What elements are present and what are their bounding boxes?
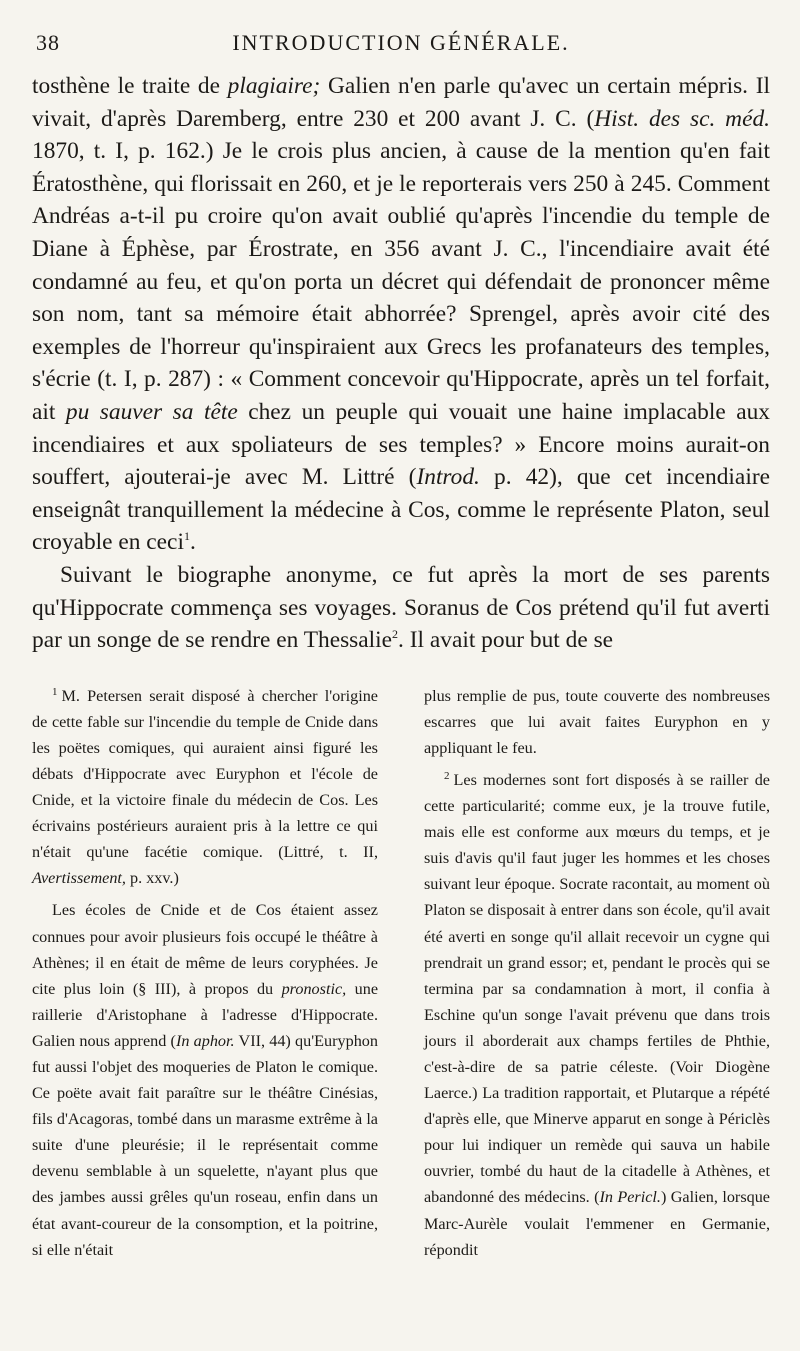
italic-text: In Pericl. [599, 1188, 661, 1207]
running-title: INTRODUCTION GÉNÉRALE. [232, 30, 570, 55]
paragraph [32, 559, 770, 657]
page-number: 38 [36, 30, 60, 55]
text-run: plus remplie de pus, toute couverte des nombreuses escarres que lui avait faites Euryphon en y appliquant le feu. [424, 686, 770, 757]
text-run: Galien n'en parle qu'avec un certain mépris. Il vivait, d'après Daremberg, entre 230 et 200 avant J. C. ( [32, 73, 770, 132]
footnote-reference: 1 [183, 529, 190, 544]
main-text [32, 70, 770, 657]
text-run: chez un peuple qui vouait une haine implacable aux incendiaires et aux spoliateurs de ses temples? » Encore moins aurait-on souffert, ajouterai-je avec M. Littré ( [32, 398, 770, 491]
text-run: tosthène le traite de [32, 73, 228, 99]
text-run: Les modernes sont fort disposés à se railler de cette particularité; comme eux, je la trouve futile, mais elle est conforme aux mœurs du temps, et je suis d'avis qu'il faut juger les hommes et les choses suivant leur époque. Socrate racontait, au moment où Platon se disposait à entrer dans son école, qu'il avait été averti en songe qu'il allait recevoir un cygne qui prendrait un grand essor; et, pendant le procès qui se termina par sa condamnation à mort, il confia à Eschine qu'un songe l'avait prévenu que dans trois jours il aborderait aux champs fertiles de Phthie, c'est-à-dire de sa patrie céleste. (Voir Diogène Laerce.) La tradition rapportait, et Plutarque a répété d'après elle, que Minerve apparut en songe à Périclès pour lui indiquer un remède qui sauva un habile ouvrier, tombé du haut de la citadelle à Athènes, et abandonné des médecins. ( [424, 770, 770, 1207]
footnote [32, 897, 378, 1262]
footnote [32, 683, 378, 892]
footnote-reference: 2 [392, 627, 399, 642]
footnote [424, 683, 770, 761]
footnotes-left-column [32, 683, 378, 1269]
text-run: ) Galien, lorsque Marc-Aurèle voulait l'emmener en Germanie, répondit [424, 1188, 770, 1259]
italic-text: Avertissement, [32, 869, 126, 888]
running-head [32, 26, 770, 66]
paragraph [32, 70, 770, 559]
footnote-number: 1 [52, 685, 58, 698]
italic-text: Introd. [416, 464, 480, 491]
footnotes [32, 683, 770, 1269]
italic-text: plagiaire; [227, 73, 321, 99]
footnote-number: 2 [444, 769, 450, 782]
italic-text: In aphor. [175, 1031, 235, 1050]
italic-text: pronostic, [281, 979, 347, 998]
text-run: VII, 44) qu'Euryphon fut aussi l'objet des moqueries de Platon le comique. Ce poëte avait fait paraître sur le théâtre Cinésias, fils d'Acagoras, tombé dans un marasme extrême à la suite d'une pleurésie; il le représentait comme devenu semblable à un squelette, n'ayant plus que des jambes aussi grêles qu'un roseau, enfin dans un état avant-coureur de la consomption, et la poitrine, si elle n'était [32, 1031, 378, 1259]
text-run: Suivant le biographe anonyme, ce fut après la mort de ses parents qu'Hippocrate commença ses voyages. Soranus de Cos prétend qu'il fut averti par un songe de se rendre en Thessalie [32, 561, 770, 654]
text-run: 1870, t. I, p. 162.) Je le crois plus ancien, à cause de la mention qu'en fait Ératosthène, qui florissait en 260, et je le reporterais vers 250 à 245. Comment Andréas a-t-il pu croire qu'on avait oublié qu'après l'incendie du temple de Diane à Éphèse, par Érostrate, en 356 avant J. C., l'incendiaire avait été condamné au feu, et qu'on porta un décret qui défendait de prononcer même son nom, tant sa mémoire était abhorrée? Sprengel, après avoir cité des exemples de l'horreur qu'inspiraient aux Grecs les profanateurs des temples, s'écrie (t. I, p. 287) : « Comment concevoir qu'Hippocrate, après un tel forfait, ait [32, 138, 770, 425]
text-run: . [189, 529, 196, 556]
text-run: M. Petersen serait disposé à chercher l'origine de cette fable sur l'incendie du temple de Cnide dans les poëtes comiques, qui auraient ainsi figuré les débats d'Hippocrate avec Euryphon et l'école de Cnide, et la victoire finale du médecin de Cos. Les écrivains postérieurs auraient pris à la lettre ce qui n'était qu'une facétie comique. (Littré, t. II, [32, 686, 378, 862]
text-run: p. 42), que cet incendiaire enseignât tranquillement la médecine à Cos, comme le représente Platon, seul croyable en ceci [32, 464, 770, 556]
text-run: p. xxv.) [125, 869, 179, 888]
text-run: Les écoles de Cnide et de Cos étaient assez connues pour avoir plusieurs fois occupé le théâtre à Athènes; il en était de même de leurs coryphées. Je cite plus loin (§ III), à propos du [32, 901, 378, 998]
text-run: . Il avait pour but de se [398, 627, 614, 654]
italic-text: Hist. des sc. méd. [594, 105, 770, 132]
footnotes-right-column [424, 683, 770, 1269]
italic-text: pu sauver sa tête [65, 398, 238, 425]
footnote [424, 767, 770, 1263]
text-run: une raillerie d'Aristophane à l'adresse d'Hippocrate. Galien nous apprend ( [32, 979, 378, 1050]
